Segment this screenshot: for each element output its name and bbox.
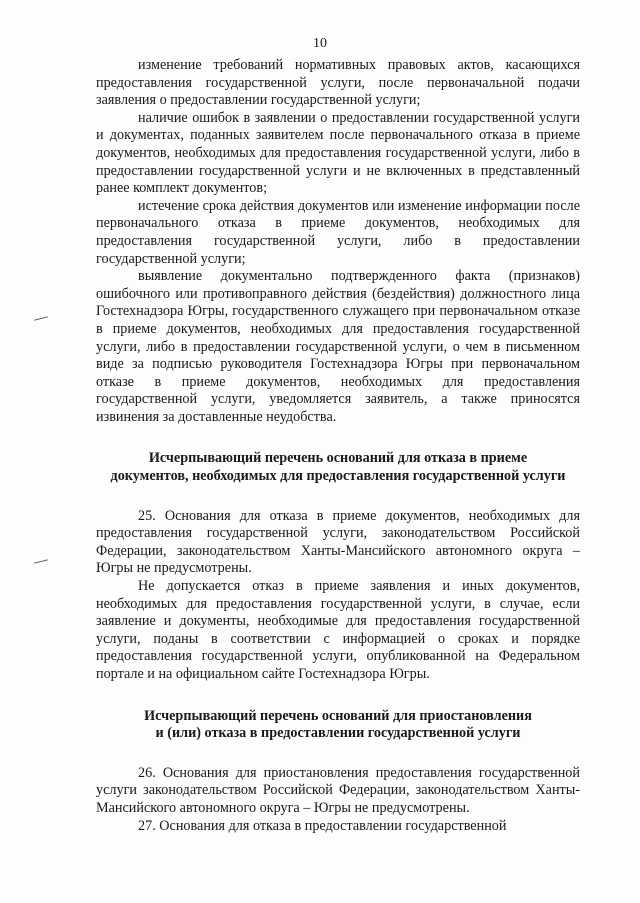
- paragraph: Не допускается отказ в приеме заявления и иных документов, необходимых для предоставления государственной услуги, в случае, если заявление и документы, необходимые для предоставления государственной услуги, поданы в соответствии с информацией о сроках и порядке предоставления государственной услуги, опубликованной на Федеральном портале и на официальном сайте Гостехнадзора Югры.: [96, 578, 580, 682]
- page-number: 10: [313, 36, 327, 51]
- paragraph: выявление документально подтвержденного факта (признаков) ошибочного или противоправного действия (бездействия) должностного лица Гостехнадзора Югры, государственного служащего при первоначальном отказе в приеме документов, необходимых для предоставления государственной услуги, либо в предоставлении государственной услуги, о чем в письменном виде за подписью руководителя Гостехнадзора Югры при первоначальном отказе в приеме документов, необходимых для предоставления государственной услуги, уведомляется заявитель, а также приносятся извинения за доставленные неудобства.: [96, 268, 580, 425]
- heading-line: Исчерпывающий перечень оснований для приостановления: [144, 707, 532, 724]
- paragraph: наличие ошибок в заявлении о предоставлении государственной услуги и документах, поданных заявителем после первоначального отказа в приеме документов, необходимых для предоставления государственной услуги, либо в предоставлении государственной услуги и не включенных в представленный ранее комплект документов;: [96, 109, 580, 197]
- heading-line: документов, необходимых для предоставления государственной услуги: [110, 468, 566, 485]
- paragraph: 26. Основания для приостановления предоставления государственной услуги законодательством Российской Федерации, законодательством Ханты-Мансийского автономного округа – Югры не предусмотрены.: [96, 764, 580, 816]
- heading-line: Исчерпывающий перечень оснований для отказа в приеме: [148, 450, 528, 467]
- section-heading: [96, 450, 580, 485]
- paragraph: изменение требований нормативных правовых актов, касающихся предоставления государственной услуги, после первоначальной подачи заявления о предоставлении государственной услуги;: [96, 57, 580, 109]
- margin-mark: [34, 559, 48, 563]
- document-body: [96, 57, 580, 835]
- section-heading: [96, 708, 580, 743]
- paragraph: 27. Основания для отказа в предоставлении государственной: [138, 817, 507, 834]
- paragraph: истечение срока действия документов или изменение информации после первоначального отказа в приеме документов, необходимых для предоставления государственной услуги, либо в предоставлении государственной услуги;: [96, 197, 580, 267]
- heading-line: и (или) отказа в предоставлении государственной услуги: [155, 725, 521, 742]
- paragraph: 25. Основания для отказа в приеме документов, необходимых для предоставления государственной услуги, законодательством Российской Федерации, законодательством Ханты-Мансийского автономного округа – Югры не предусмотрены.: [96, 507, 580, 577]
- margin-mark: [34, 316, 48, 320]
